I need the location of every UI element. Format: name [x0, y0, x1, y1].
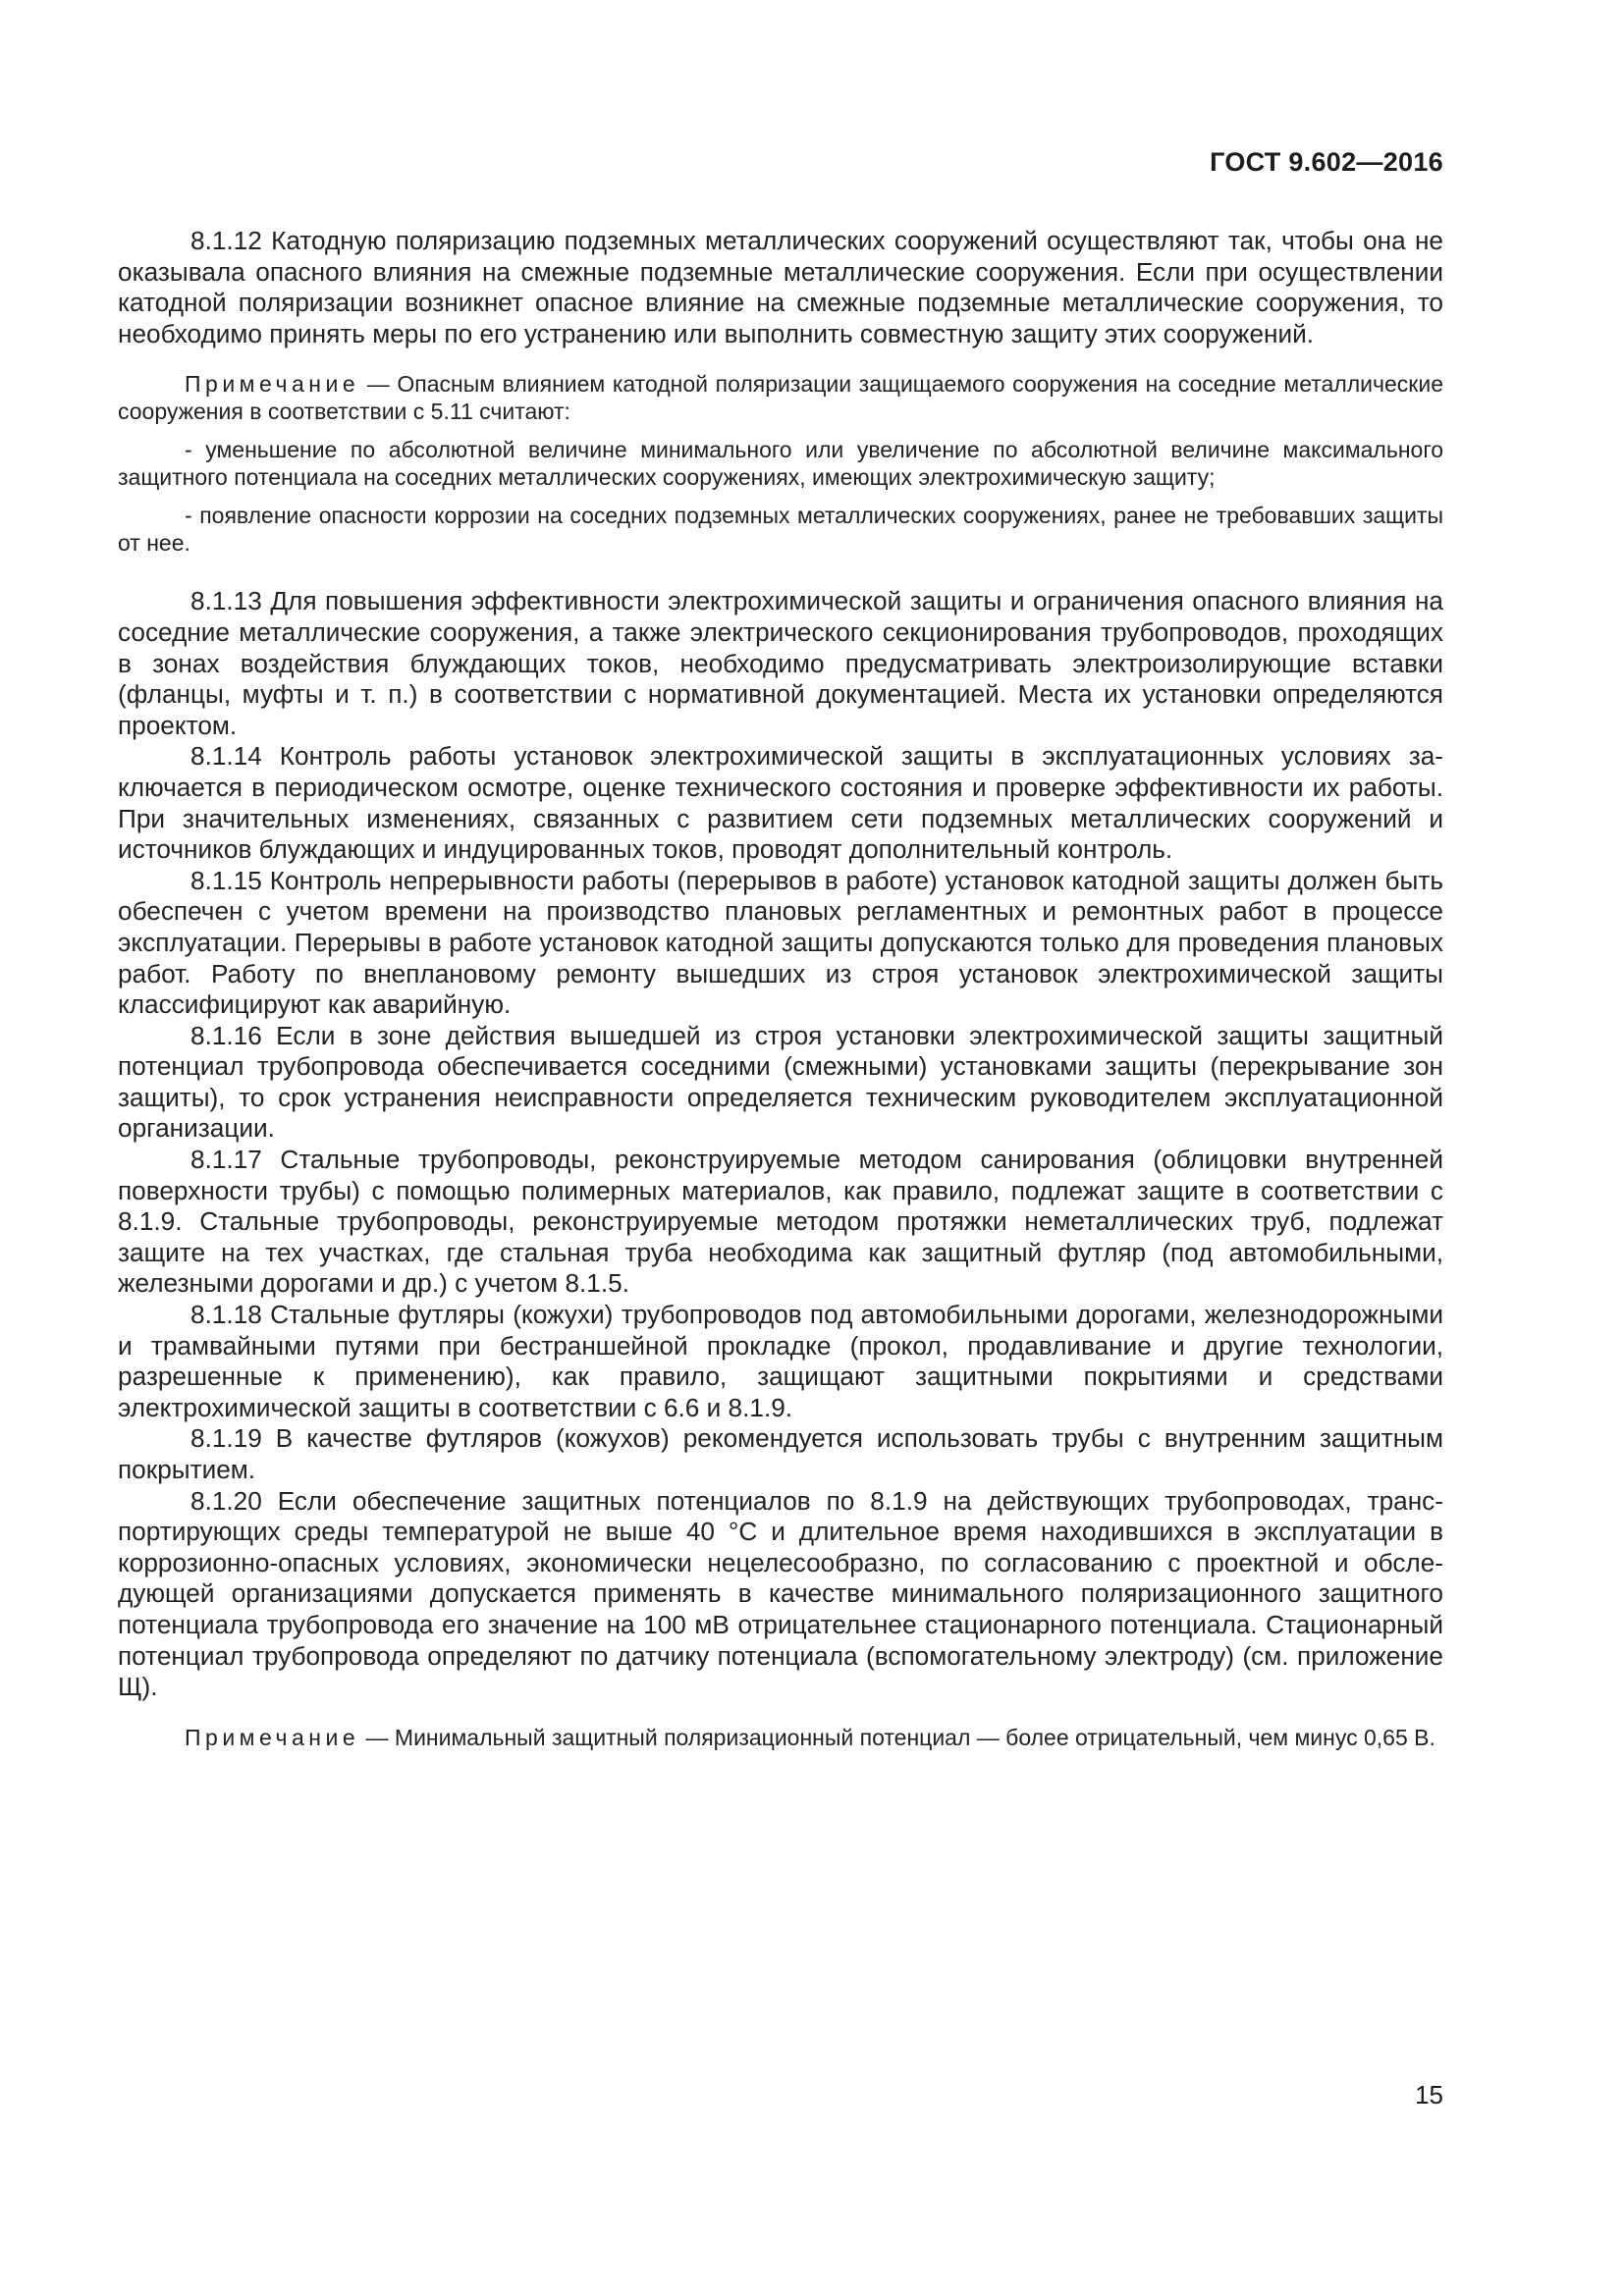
page-number: 15 [1415, 2080, 1443, 2109]
note-1-item: - уменьшение по абсолютной величине минимального или увеличение по абсолютной величине максимального защитного потенциала на соседних металлических сооружениях, имеющих электрохимическую защиту; [118, 437, 1443, 490]
paragraph-8-1-18: 8.1.18 Стальные футляры (кожухи) трубопроводов под автомобильными дорогами, железнодорожными и трамвайными путями при бестраншейной прокладке (прокол, продавливание и другие технологии, разрешенные к применению), как правило, защищают защитными покрытиями и средствами электрохимической защиты в соответствии с 6.6 и 8.1.9. [118, 1300, 1443, 1422]
document-header: ГОСТ 9.602—2016 [1210, 147, 1443, 177]
paragraph-8-1-15: 8.1.15 Контроль непрерывности работы (перерывов в работе) установок катодной защиты должен быть обеспечен с учетом времени на производство плановых регламентных и ремонтных работ в процессе эксплуатации. Перерывы в работе установок катодной защиты допускаются только для проведения плановых работ. Работу по внеплановому ремонту вышедших из строя установок электрохимической защиты классифицируют как аварийную. [118, 865, 1443, 1020]
document-body [118, 226, 1443, 1781]
note-1-text: — Опасным влиянием катодной поляризации защищаемого сооружения на соседние металлические сооружения в соответствии с 5.11 считают: [118, 371, 1443, 424]
note-block-2 [118, 1725, 1443, 1752]
paragraph-8-1-13: 8.1.13 Для повышения эффективности электрохимической защиты и ограничения опасного влияния на соседние металлические сооружения, а также электрического секционирования трубопроводов, проходящих в зонах воздействия блуждающих токов, необходимо предусматривать электроизолирующие вставки (фланцы, муфты и т. п.) в соответствии с нормативной документацией. Места их установки определяются проектом. [118, 586, 1443, 740]
document-page [118, 0, 1443, 2296]
note-block-1 [118, 371, 1443, 557]
paragraph-8-1-12: 8.1.12 Катодную поляризацию подземных металлических сооружений осуществляют так, чтобы она не оказывала опасного влияния на смежные подземные металлические сооружения. Если при осуществлении катодной поляризации возникнет опасное влияние на смежные подземные металлические сооружения, то необходимо принять меры по его устранению или выполнить совместную защиту этих сооружений. [118, 226, 1443, 348]
paragraph-8-1-20: 8.1.20 Если обеспечение защитных потенциалов по 8.1.9 на действующих трубопроводах, транспортирующих среды температурой не выше 40 °С и длительное время находившихся в эксплуатации в коррозионно-опасных условиях, экономически нецелесообразно, по согласованию с проектной и обследующей организациями допускается применять в качестве минимального поляризационного защитного потенциала трубопровода его значение на 100 мВ отрицательнее стационарного потенциала. Стационарный потенциал трубопровода определяют по датчику потенциала (вспомогательному электроду) (см. приложение Щ). [118, 1485, 1443, 1702]
note-1-item: - появление опасности коррозии на соседних подземных металлических сооружениях, ранее не требовавших защиты от нее. [118, 503, 1443, 556]
paragraph-8-1-17: 8.1.17 Стальные трубопроводы, реконструируемые методом санирования (облицовки внутренней поверхности трубы) с помощью полимерных материалов, как правило, подлежат защите в соответствии с 8.1.9. Стальные трубопроводы, реконструируемые методом протяжки неметаллических труб, подлежат защите на тех участках, где стальная труба необходима как защитный футляр (под автомобильными, железными дорогами и др.) с учетом 8.1.5. [118, 1145, 1443, 1299]
paragraph-8-1-14: 8.1.14 Контроль работы установок электрохимической защиты в эксплуатационных условиях заключается в периодическом осмотре, оценке технического состояния и проверке эффективности их работы. При значительных изменениях, связанных с развитием сети подземных металлических сооружений и источников блуждающих и индуцированных токов, проводят дополнительный контроль. [118, 741, 1443, 865]
note-2-label: Примечание [185, 1724, 360, 1750]
note-1 [118, 371, 1443, 425]
note-2 [118, 1725, 1443, 1752]
note-2-text: — Минимальный защитный поляризационный потенциал — более отрицательный, чем минус 0,65 В. [359, 1724, 1435, 1750]
paragraph-8-1-16: 8.1.16 Если в зоне действия вышедшей из строя установки электрохимической защиты защитный потенциал трубопровода обеспечивается соседними (смежными) установками защиты (перекрывание зон защиты), то срок устранения неисправности определяется техническим руководителем эксплуатационной организации. [118, 1020, 1443, 1144]
note-1-label: Примечание [185, 371, 360, 398]
paragraph-8-1-19: 8.1.19 В качестве футляров (кожухов) рекомендуется использовать трубы с внутренним защитным покрытием. [118, 1423, 1443, 1484]
